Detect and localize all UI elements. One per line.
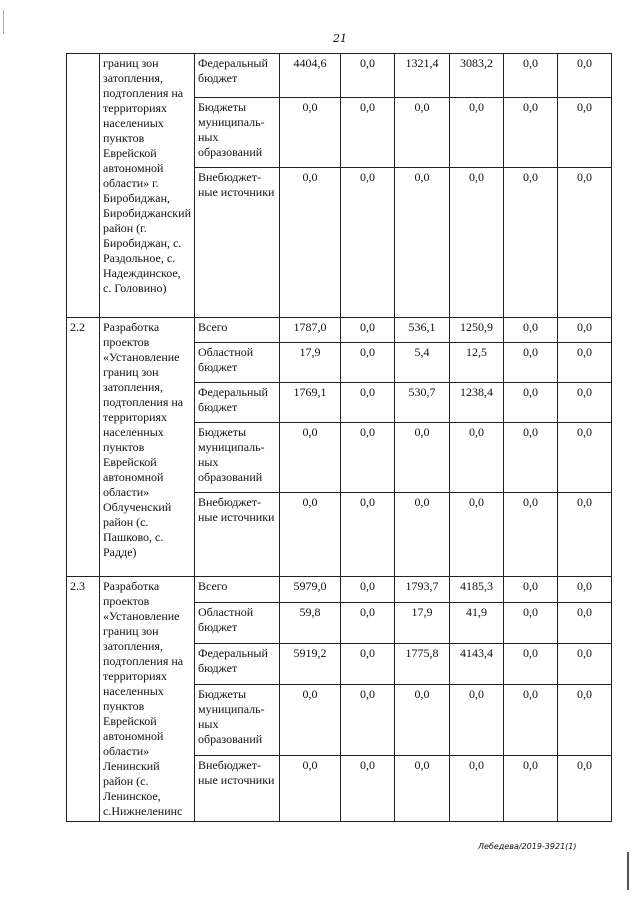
value-cell: 0,0 (503, 684, 557, 756)
value-cell: 0,0 (279, 423, 340, 493)
value-cell: 0,0 (557, 684, 611, 756)
value-cell: 0,0 (340, 423, 394, 493)
value-cell: 0,0 (557, 383, 611, 423)
value-cell: 0,0 (340, 54, 394, 98)
value-cell: 0,0 (503, 383, 557, 423)
value-cell: 1769,1 (279, 383, 340, 423)
value-cell: 0,0 (503, 577, 557, 603)
value-cell: 59,8 (279, 602, 340, 643)
value-cell: 0,0 (449, 423, 503, 493)
value-cell: 0,0 (503, 343, 557, 383)
value-cell: 1238,4 (449, 383, 503, 423)
value-cell: 0,0 (503, 318, 557, 343)
row-description: Разработка проектов «Установление границ зон затопления, подтопления на территориях населенных пунктов Еврейской автономной области» Облученский район (с. Пашково, с. Радде) (100, 318, 195, 577)
value-cell: 0,0 (340, 168, 394, 318)
value-cell: 536,1 (394, 318, 449, 343)
row-description: Разработка проектов «Установление границ зон затопления, подтопления на территориях населенных пунктов Еврейской автономной области» Ленинский район (с. Ленинское, с.Нижнеленинс (100, 577, 195, 822)
funding-source: Областной бюджет (194, 343, 279, 383)
table-row (67, 54, 612, 98)
row-number: 2.3 (67, 577, 100, 822)
value-cell: 17,9 (394, 602, 449, 643)
value-cell: 0,0 (557, 423, 611, 493)
value-cell: 0,0 (557, 643, 611, 684)
value-cell: 0,0 (557, 577, 611, 603)
value-cell: 0,0 (340, 98, 394, 168)
value-cell: 0,0 (557, 318, 611, 343)
value-cell: 0,0 (279, 493, 340, 577)
table-row (67, 318, 612, 343)
value-cell: 0,0 (557, 756, 611, 822)
value-cell: 530,7 (394, 383, 449, 423)
value-cell: 0,0 (279, 684, 340, 756)
value-cell: 12,5 (449, 343, 503, 383)
margin-mark (3, 10, 4, 34)
value-cell: 0,0 (340, 684, 394, 756)
value-cell: 0,0 (557, 168, 611, 318)
value-cell: 0,0 (394, 98, 449, 168)
value-cell: 0,0 (503, 54, 557, 98)
funding-source: Областной бюджет (194, 602, 279, 643)
value-cell: 0,0 (503, 602, 557, 643)
value-cell: 0,0 (394, 423, 449, 493)
value-cell: 0,0 (557, 343, 611, 383)
value-cell: 0,0 (279, 756, 340, 822)
row-number: 2.2 (67, 318, 100, 577)
value-cell: 0,0 (557, 493, 611, 577)
value-cell: 0,0 (340, 602, 394, 643)
value-cell: 0,0 (557, 602, 611, 643)
budget-table (66, 53, 612, 822)
value-cell: 0,0 (340, 343, 394, 383)
value-cell: 0,0 (449, 168, 503, 318)
funding-source: Внебюджет-ные источники (194, 493, 279, 577)
document-code: Лебедева/2019-3921(1) (478, 842, 577, 851)
value-cell: 0,0 (340, 577, 394, 603)
funding-source: Федеральный бюджет (194, 383, 279, 423)
value-cell: 1793,7 (394, 577, 449, 603)
value-cell: 3083,2 (449, 54, 503, 98)
funding-source: Внебюджет-ные источники (194, 756, 279, 822)
value-cell: 0,0 (394, 168, 449, 318)
value-cell: 0,0 (340, 756, 394, 822)
page-number: 21 (333, 32, 347, 45)
funding-source: Федеральный бюджет (194, 643, 279, 684)
funding-source: Федеральный бюджет (194, 54, 279, 98)
value-cell: 0,0 (503, 756, 557, 822)
value-cell: 0,0 (394, 756, 449, 822)
value-cell: 0,0 (394, 493, 449, 577)
value-cell: 4185,3 (449, 577, 503, 603)
funding-source: Всего (194, 318, 279, 343)
value-cell: 0,0 (449, 493, 503, 577)
margin-line (627, 852, 629, 890)
value-cell: 5979,0 (279, 577, 340, 603)
value-cell: 0,0 (503, 643, 557, 684)
funding-source: Бюджеты муниципаль-ных образований (194, 423, 279, 493)
value-cell: 0,0 (340, 383, 394, 423)
value-cell: 0,0 (449, 756, 503, 822)
value-cell: 0,0 (394, 684, 449, 756)
row-number (67, 54, 100, 318)
value-cell: 0,0 (340, 643, 394, 684)
value-cell: 4143,4 (449, 643, 503, 684)
funding-source: Всего (194, 577, 279, 603)
table-row (67, 577, 612, 603)
value-cell: 0,0 (279, 168, 340, 318)
value-cell: 5919,2 (279, 643, 340, 684)
value-cell: 1787,0 (279, 318, 340, 343)
row-description: границ зон затопления, подтопления на территориях населениых пунктов Еврейской автономной области» г. Биробиджан, Биробиджанский район (г. Биробиджан, с. Раздольное, с. Надеждинское, с. Головино) (100, 54, 195, 318)
value-cell: 1250,9 (449, 318, 503, 343)
value-cell: 41,9 (449, 602, 503, 643)
funding-source: Бюджеты муниципаль-ных образований (194, 98, 279, 168)
value-cell: 0,0 (340, 318, 394, 343)
value-cell: 4404,6 (279, 54, 340, 98)
value-cell: 0,0 (503, 423, 557, 493)
value-cell: 0,0 (340, 493, 394, 577)
value-cell: 0,0 (449, 684, 503, 756)
funding-source: Бюджеты муниципаль-ных образований (194, 684, 279, 756)
value-cell: 5,4 (394, 343, 449, 383)
value-cell: 17,9 (279, 343, 340, 383)
value-cell: 0,0 (557, 54, 611, 98)
value-cell: 0,0 (279, 98, 340, 168)
value-cell: 0,0 (503, 493, 557, 577)
value-cell: 0,0 (449, 98, 503, 168)
value-cell: 0,0 (503, 168, 557, 318)
value-cell: 1321,4 (394, 54, 449, 98)
value-cell: 0,0 (503, 98, 557, 168)
value-cell: 1775,8 (394, 643, 449, 684)
value-cell: 0,0 (557, 98, 611, 168)
funding-source: Внебюджет-ные источники (194, 168, 279, 318)
